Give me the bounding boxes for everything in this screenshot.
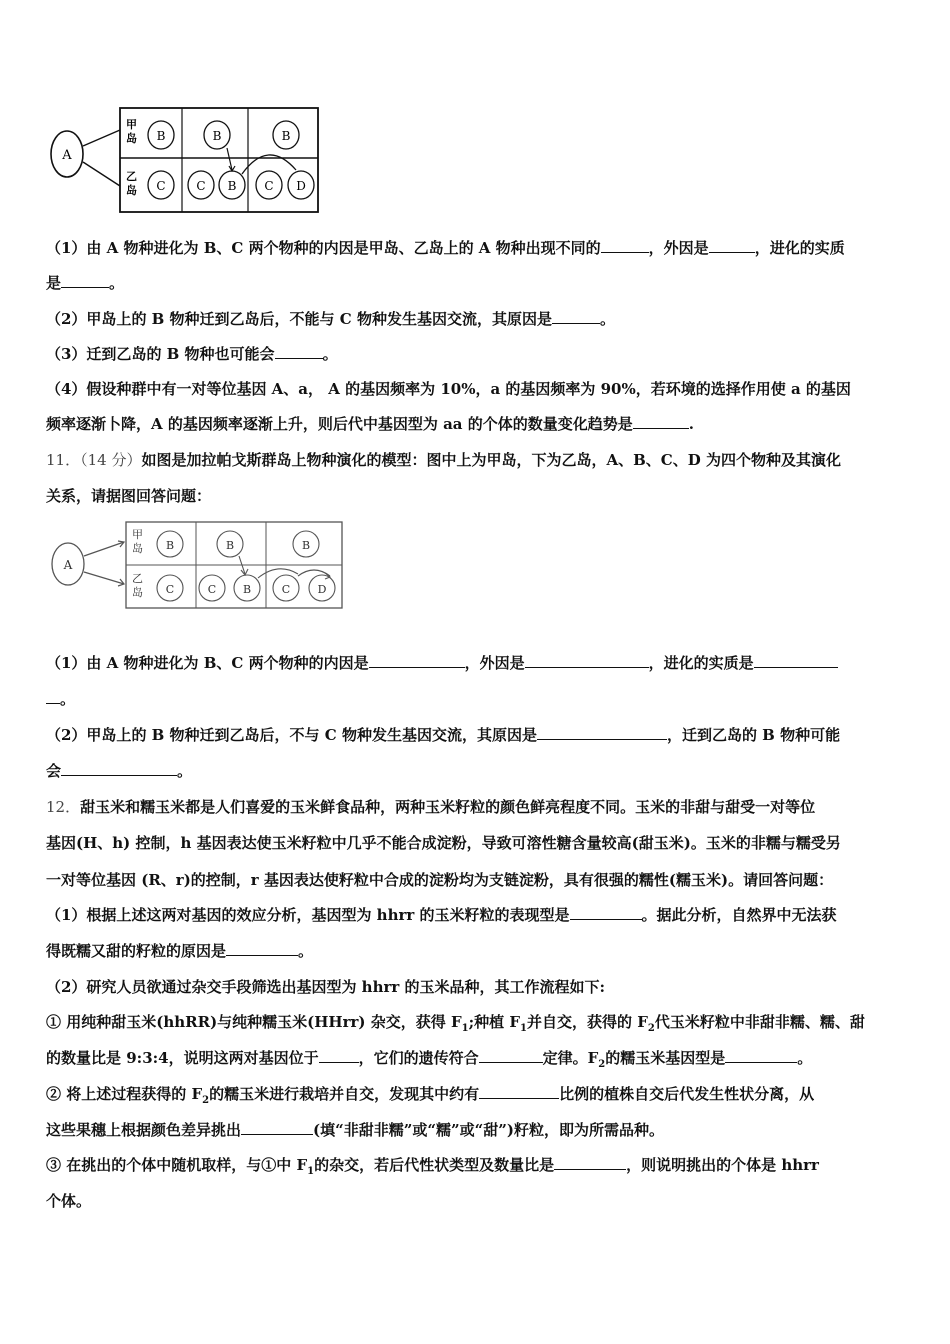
q12-part1-line1: （1）根据上述这两对基因的效应分析，基因型为 hhrr 的玉米籽粒的表现型是 。据此分析，自然界中无法获 <box>46 906 837 924</box>
island-bottom-label: 乙 <box>126 170 137 183</box>
bottom-species-c-3: C <box>281 583 291 596</box>
q11-part1-line1: （1）由 A 物种进化为 B、C 两个物种的内因是 ，外因是 ，进化的实质是 <box>46 653 908 673</box>
species-evolution-diagram-1 <box>46 104 326 216</box>
q12-step3-line2: 个体。 <box>46 1192 92 1210</box>
svg-text:岛: 岛 <box>132 586 143 599</box>
bottom-species-d: D <box>296 179 306 193</box>
q12-step2-line2: 这些果穗上根据颜色差异挑出 (填“非甜非糯”或“糯”或“甜”)籽粒，即为所需品种。 <box>46 1121 664 1139</box>
bottom-species-c-3: C <box>264 179 274 193</box>
q12-intro-line3: 一对等位基因 (R、r)的控制，r 基因表达使籽粒中合成的淀粉均为支链淀粉，具有很强的糯性(糯玉米)。请回答问题： <box>46 871 834 889</box>
q12-intro-line2: 基因(H、h) 控制，h 基因表达使玉米籽粒中几乎不能合成淀粉，导致可溶性糖含量较高(甜玉米)。玉米的非糯与糯受另 <box>46 834 841 852</box>
top-species-b-2: B <box>225 539 235 552</box>
q10-part2: （2）甲岛上的 B 物种迁到乙岛后，不能与 C 物种发生基因交流，其原因是 。 <box>46 310 615 328</box>
q10-part1-line2: 是 。 <box>46 274 125 292</box>
q10-part4-line2: 频率逐渐卜降，A 的基因频率逐渐上升，则后代中基因型为 aa 的个体的数量变化趋势是 . <box>46 415 694 433</box>
arrow-to-top-island <box>84 542 124 556</box>
q12-step1-line2: 的数量比是 9:3:4，说明这两对基因位于 ，它们的遗传符合 定律。$F_2$的糯玉米基因型是 。 <box>46 1049 813 1070</box>
species-evolution-diagram-2 <box>46 518 346 612</box>
bottom-species-c-1: C <box>156 179 166 193</box>
svg-text:岛: 岛 <box>126 132 137 145</box>
q11-intro-line1: 11．（14 分）如图是加拉帕戈斯群岛上物种演化的模型：图中上为甲岛，下为乙岛，A、B、C、D 为四个物种及其演化 <box>46 451 841 469</box>
arrow-to-top-island <box>83 130 120 146</box>
top-species-b-1: B <box>165 539 175 552</box>
q11-part2-line2: 会 。 <box>46 762 193 780</box>
island-top-label: 甲 <box>132 528 143 541</box>
bottom-species-c-1: C <box>165 583 175 596</box>
bottom-species-c-2: C <box>207 583 217 596</box>
species-a-label: A <box>62 148 72 163</box>
q10-part1-line1: （1）由 A 物种进化为 B、C 两个物种的内因是甲岛、乙岛上的 A 物种出现不同的 ，外因是 ，进化的实质 <box>46 239 845 257</box>
q12-part2: （2）研究人员欲通过杂交手段筛选出基因型为 hhrr 的玉米品种，其工作流程如下: <box>46 978 606 996</box>
svg-text:岛: 岛 <box>132 542 143 555</box>
q12-step1-line1: ① 用纯种甜玉米(hhRR)与纯种糯玉米(HHrr) 杂交，获得 $F_1$;种植 $F_1$并自交，获得的 $F_2$代玉米籽粒中非甜非糯、糯、甜 <box>46 1013 865 1034</box>
bottom-species-b: B <box>242 583 252 596</box>
q12-step2-line1: ② 将上述过程获得的 $F_2$的糯玉米进行栽培并自交，发现其中约有 比例的植株自交后代发生性状分离，从 <box>46 1085 815 1106</box>
island-top-label: 甲 <box>126 118 137 131</box>
q11-part1-line2: 。 <box>46 689 908 709</box>
island-grid <box>120 108 318 212</box>
svg-text:岛: 岛 <box>126 184 137 197</box>
arrow-to-bottom-island <box>84 572 124 584</box>
bottom-species-d: D <box>317 583 327 596</box>
q12-part1-line2: 得既糯又甜的籽粒的原因是 。 <box>46 942 314 960</box>
q11-intro-line2: 关系，请据图回答问题： <box>46 487 212 505</box>
q10-part4-line1: （4）假设种群中有一对等位基因 A、a， A 的基因频率为 10%，a 的基因频率为 90%，若环境的选择作用使 a 的基因 <box>46 380 851 398</box>
bottom-species-b: B <box>227 179 237 193</box>
top-species-b-2: B <box>212 129 222 143</box>
q10-part3: （3）迁到乙岛的 B 物种也可能会 。 <box>46 345 338 363</box>
q12-step3-line1: ③ 在挑出的个体中随机取样，与①中 $F_1$的杂交，若后代性状类型及数量比是 ，则说明挑出的个体是 hhrr <box>46 1156 819 1177</box>
top-species-b-1: B <box>156 129 166 143</box>
top-species-b-3: B <box>301 539 311 552</box>
q12-intro-line1: 12．甜玉米和糯玉米都是人们喜爱的玉米鲜食品种，两种玉米籽粒的颜色鲜亮程度不同。玉米的非甜与甜受一对等位 <box>46 798 816 816</box>
arrow-to-bottom-island <box>83 162 120 186</box>
species-a-label: A <box>63 558 73 572</box>
island-bottom-label: 乙 <box>132 572 143 585</box>
top-species-b-3: B <box>281 129 291 143</box>
bottom-species-c-2: C <box>196 179 206 193</box>
q11-part2-line1: （2）甲岛上的 B 物种迁到乙岛后，不与 C 物种发生基因交流，其原因是 ，迁到乙岛的 B 物种可能 <box>46 726 841 744</box>
